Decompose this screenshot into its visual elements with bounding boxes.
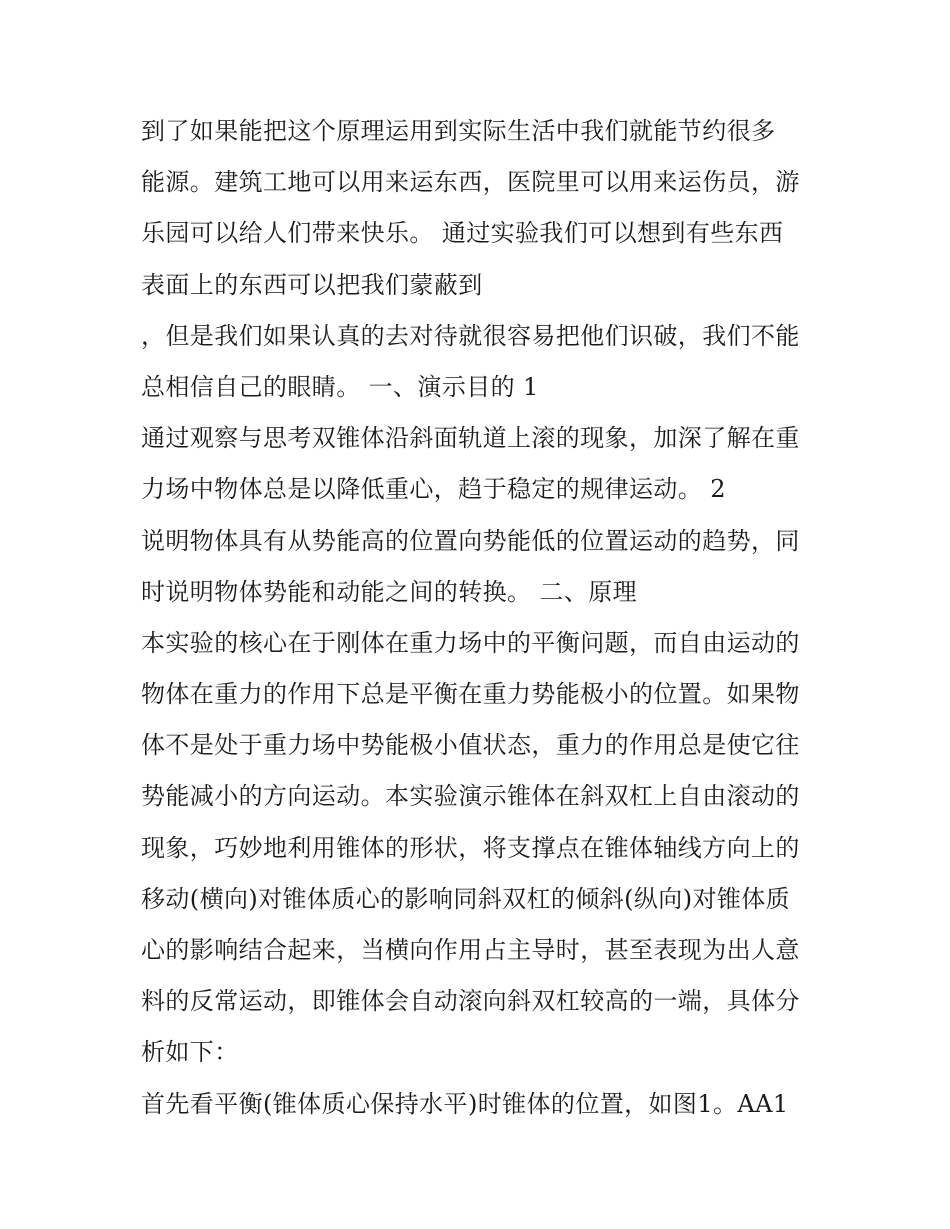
body-text xyxy=(141,106,821,1130)
text-line: 通过观察与思考双锥体沿斜面轨道上滚的现象，加深了解在重 xyxy=(141,424,800,453)
text-line: 乐园可以给人们带来快乐。 通过实验我们可以想到有些东西 xyxy=(141,219,784,248)
text-line: 析如下： xyxy=(141,1038,239,1067)
text-line: 体不是处于重力场中势能极小值状态，重力的作用总是使它往 xyxy=(141,731,800,760)
text-line: 力场中物体总是以降低重心，趋于稳定的规律运动。 2 xyxy=(141,475,726,504)
text-line: 说明物体具有从势能高的位置向势能低的位置运动的趋势，同 xyxy=(141,526,800,555)
text-line: ，但是我们如果认真的去对待就很容易把他们识破，我们不能 xyxy=(141,321,800,350)
text-line: 首先看平衡(锥体质心保持水平)时锥体的位置，如图1。AA1 xyxy=(141,1089,789,1118)
text-line: 势能减小的方向运动。本实验演示锥体在斜双杠上自由滚动的 xyxy=(141,782,800,811)
text-line: 到了如果能把这个原理运用到实际生活中我们就能节约很多 xyxy=(141,117,776,145)
text-line: 总相信自己的眼睛。 一、演示目的 1 xyxy=(141,372,539,401)
text-line: 移动(横向)对锥体质心的影响同斜双杠的倾斜(纵向)对锥体质 xyxy=(141,884,791,913)
text-line: 现象，巧妙地利用锥体的形状，将支撑点在锥体轴线方向上的 xyxy=(141,833,800,862)
text-line: 时说明物体势能和动能之间的转换。 二、原理 xyxy=(141,577,638,606)
text-line: 能源。建筑工地可以用来运东西，医院里可以用来运伤员，游 xyxy=(141,168,800,197)
text-line: 物体在重力的作用下总是平衡在重力势能极小的位置。如果物 xyxy=(141,680,800,709)
text-line: 本实验的核心在于刚体在重力场中的平衡问题，而自由运动的 xyxy=(141,628,800,657)
text-line: 表面上的东西可以把我们蒙蔽到 xyxy=(141,270,483,299)
text-line: 心的影响结合起来，当横向作用占主导时，甚至表现为出人意 xyxy=(141,936,800,964)
text-line: 料的反常运动，即锥体会自动滚向斜双杠较高的一端，具体分 xyxy=(141,987,800,1016)
